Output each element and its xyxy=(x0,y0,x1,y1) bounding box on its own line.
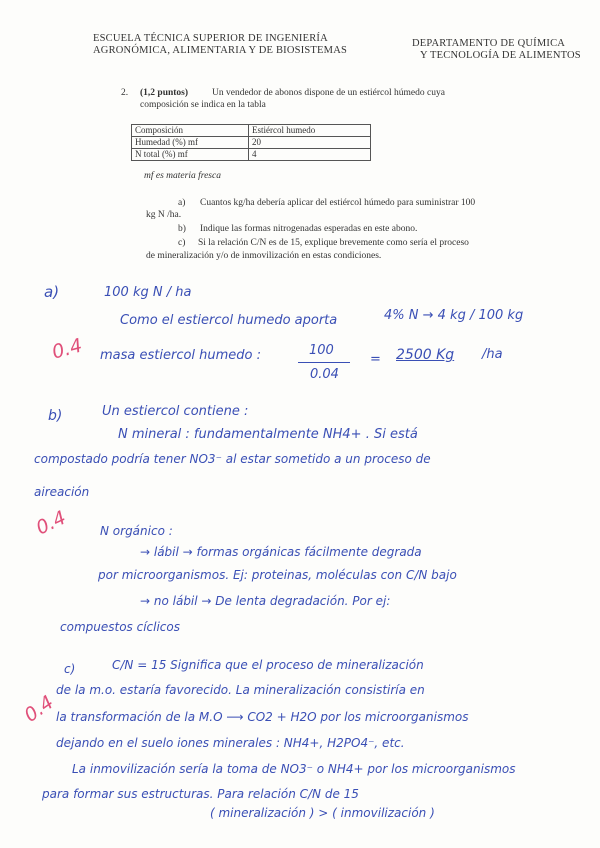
answer-c-line: C/N = 15 Significa que el proceso de mineralización xyxy=(112,658,424,672)
answer-c-line: dejando en el suelo iones minerales : NH4+, H2PO4⁻, etc. xyxy=(56,736,405,750)
answer-c-line: de la m.o. estaría favorecido. La mineralización consistiría en xyxy=(56,683,425,697)
answer-b-line: por microorganismos. Ej: proteinas, moléculas con C/N bajo xyxy=(98,568,457,582)
table-note: mf es materia fresca xyxy=(144,171,221,181)
answer-a-unit: /ha xyxy=(482,347,503,362)
fraction-numerator: 100 xyxy=(309,343,334,358)
grade-mark-b: 0.4 xyxy=(32,506,70,540)
answer-c-label: c) xyxy=(64,662,76,676)
fraction-denominator: 0.04 xyxy=(310,367,339,382)
grade-mark-a: 0.4 xyxy=(49,334,85,364)
answer-a-equation: 4% N → 4 kg / 100 kg xyxy=(384,308,524,323)
school-name-line2: AGRONÓMICA, ALIMENTARIA Y DE BIOSISTEMAS xyxy=(93,45,348,56)
answer-b-line: compostado podría tener NO3⁻ al estar sometido a un proceso de xyxy=(34,452,431,466)
answer-b-line: compuestos cíclicos xyxy=(60,620,180,634)
answer-a-line1: Como el estiercol humedo aporta xyxy=(120,313,338,328)
question-points: (1,2 puntos) xyxy=(140,88,189,98)
table-cell: Humedad (%) mf xyxy=(132,137,249,149)
answer-c-line: ( mineralización ) > ( inmovilización ) xyxy=(210,806,435,820)
school-name-line1: ESCUELA TÉCNICA SUPERIOR DE INGENIERÍA xyxy=(93,33,328,44)
answer-b-line: aireación xyxy=(34,485,90,499)
item-letter-a: a) xyxy=(178,198,186,208)
department-line2: Y TECNOLOGÍA DE ALIMENTOS xyxy=(420,50,581,61)
table-row xyxy=(132,149,371,161)
item-text-c: Si la relación C/N es de 15, explique brevemente como sería el proceso xyxy=(198,238,469,248)
equals-sign: = xyxy=(370,352,381,367)
item-text-a: Cuantos kg/ha debería aplicar del estiércol húmedo para suministrar 100 xyxy=(200,198,476,208)
table-cell: N total (%) mf xyxy=(132,149,249,161)
answer-c-line: La inmovilización sería la toma de NO3⁻ o NH4+ por los microorganismos xyxy=(72,762,516,776)
answer-a-result: 2500 Kg xyxy=(396,347,455,363)
table-header: Composición xyxy=(132,125,249,137)
item-text-a-cont: kg N /ha. xyxy=(146,210,182,220)
item-text-b: Indique las formas nitrogenadas esperadas en este abono. xyxy=(200,224,418,234)
grade-mark-c: 0.4 xyxy=(20,691,58,727)
table-cell: 20 xyxy=(249,137,371,149)
table-header-row xyxy=(132,125,371,137)
item-letter-c: c) xyxy=(178,238,186,248)
answer-a-line2: masa estiercol humedo : xyxy=(100,348,262,363)
table-row xyxy=(132,137,371,149)
item-letter-b: b) xyxy=(178,224,186,234)
answer-b-line: N mineral : fundamentalmente NH4+ . Si está xyxy=(118,427,418,442)
answer-c-line: la transformación de la M.O ⟶ CO2 + H2O por los microorganismos xyxy=(56,710,469,724)
answer-b-line: N orgánico : xyxy=(100,524,173,538)
fraction-bar xyxy=(298,362,350,363)
answer-b-label: b) xyxy=(48,408,63,424)
question-text-line2: composición se indica en la tabla xyxy=(140,100,266,110)
item-text-c-cont: de mineralización y/o de inmovilización en estas condiciones. xyxy=(146,251,382,261)
answer-b-line: Un estiercol contiene : xyxy=(102,404,249,419)
answer-b-line: → no lábil → De lenta degradación. Por ej: xyxy=(140,594,391,608)
question-number: 2. xyxy=(121,88,129,98)
department-line1: DEPARTAMENTO DE QUÍMICA xyxy=(412,38,566,49)
table-header: Estiércol humedo xyxy=(249,125,371,137)
answer-a-target: 100 kg N / ha xyxy=(104,285,192,300)
table-cell: 4 xyxy=(249,149,371,161)
answer-a-label: a) xyxy=(44,283,60,301)
question-text-line1: Un vendedor de abonos dispone de un estiércol húmedo cuya xyxy=(212,88,445,98)
composition-table xyxy=(131,124,371,161)
answer-b-line: → lábil → formas orgánicas fácilmente degrada xyxy=(140,545,422,559)
answer-c-line: para formar sus estructuras. Para relación C/N de 15 xyxy=(42,787,359,801)
